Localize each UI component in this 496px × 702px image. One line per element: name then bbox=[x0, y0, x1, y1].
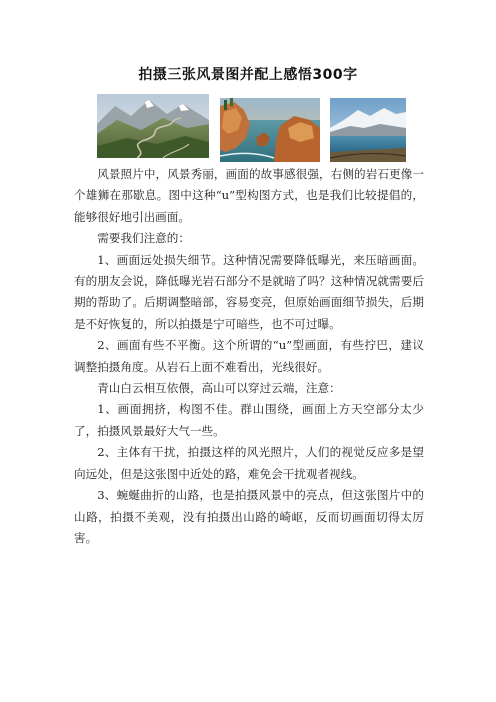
paragraph: 青山白云相互依偎，高山可以穿过云端，注意： bbox=[97, 381, 341, 396]
paragraph: 3、蜿蜒曲折的山路，也是拍摄风景中的亮点，但这张图片中的山路，拍摄不美观，没有拍摄出山路的崎岖，反而切画面切得太厉害。 bbox=[74, 488, 424, 545]
paragraph: 1、画面拥挤，构图不佳。群山围绕，画面上方天空部分太少了，拍摄风景最好大气一些。 bbox=[74, 402, 424, 438]
photo-row bbox=[0, 94, 496, 162]
paragraph: 1、画面远处损失细节。这种情况需要降低曝光，来压暗画面。有的朋友会说，降低曝光岩石部分不是就暗了吗？这种情况就需要后期的帮助了。后期调整暗部，容易变亮，但原始画面细节损失，后期是不好恢复的，所以拍摄是宁可暗些，也不可过曝。 bbox=[74, 252, 424, 331]
lake-snow-mountain-photo bbox=[330, 98, 406, 162]
paragraph: 风景照片中，风景秀丽，画面的故事感很强，右侧的岩石更像一个雄狮在那歇息。图中这种“u”型构图方式，也是我们比较提倡的，能够很好地引出画面。 bbox=[74, 167, 424, 224]
document-title: 拍摄三张风景图并配上感悟300字 bbox=[138, 67, 358, 83]
paragraph: 2、画面有些不平衡。这个所谓的“u”型画面，有些拧巴，建议调整拍摄角度。从岩石上面不难看出，光线很好。 bbox=[74, 338, 424, 374]
paragraph: 2、主体有干扰，拍摄这样的风光照片，人们的视觉反应多是望向远处，但是这张图中近处的路，难免会干扰观者视线。 bbox=[74, 445, 424, 481]
mountain-road-photo bbox=[97, 94, 209, 158]
paragraph: 需要我们注意的： bbox=[97, 231, 190, 246]
article-body bbox=[74, 164, 424, 549]
coastal-rocks-photo bbox=[220, 98, 320, 162]
